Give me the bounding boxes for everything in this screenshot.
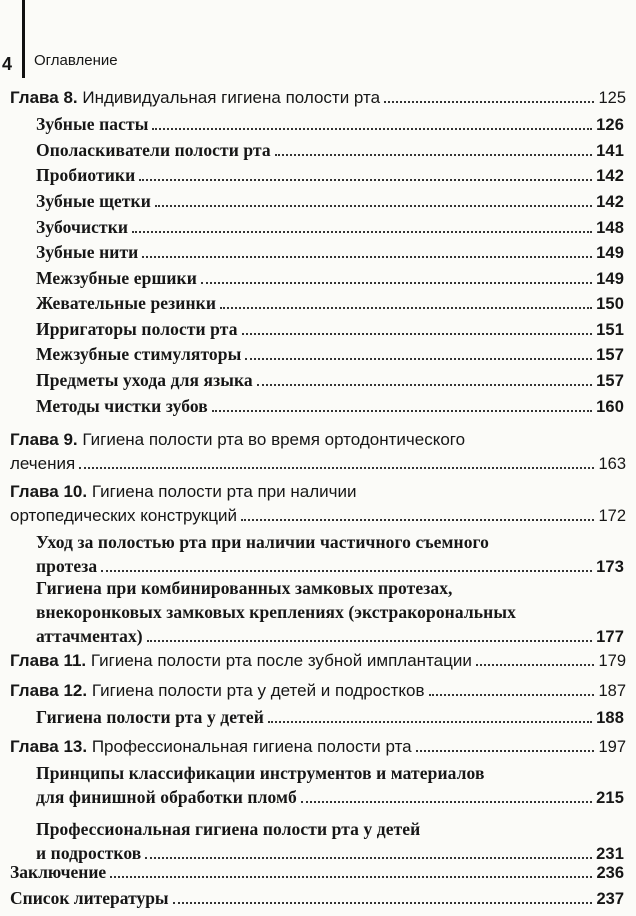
toc-entry[interactable] (36, 761, 624, 810)
toc-entry[interactable] (36, 576, 624, 649)
toc-page-number: 215 (596, 789, 624, 807)
toc-page-number: 142 (596, 167, 624, 185)
toc-entry-title-text: для финишной обработки пломб (36, 787, 297, 807)
toc-entry-title-line: Профессиональная гигиена полости рта у детей (36, 819, 421, 839)
toc-entry-title-line: внекоронковых замковых креплениях (экстракорональных (36, 602, 516, 622)
dot-leader (301, 801, 592, 803)
toc-entry-row (36, 317, 624, 342)
toc-entry[interactable] (36, 189, 624, 214)
toc-entry[interactable] (10, 649, 626, 673)
dot-leader (155, 205, 592, 207)
dot-leader (152, 128, 592, 130)
toc-entry[interactable] (36, 394, 624, 419)
toc-entry-title (36, 112, 148, 136)
toc-page-number: 160 (596, 398, 624, 416)
toc-entry-row (36, 394, 624, 419)
toc-entry-title-line (10, 428, 626, 452)
chapter-label: Глава 9. (10, 430, 78, 449)
toc-page-number: 149 (596, 270, 624, 288)
dot-leader (201, 282, 592, 284)
toc-entry-row (10, 452, 626, 476)
toc-page-number: 148 (596, 219, 624, 237)
dot-leader (429, 694, 595, 696)
toc-entry[interactable] (36, 317, 624, 342)
toc-entry-title-text: Зубочистки (36, 217, 129, 237)
toc-entry-title-text: Зубные щетки (36, 191, 151, 211)
toc-entry-title-text: Список литературы (10, 888, 169, 908)
toc-entry-title (10, 504, 237, 528)
toc-entry-title (36, 291, 216, 315)
toc-entry-row (10, 649, 626, 673)
chapter-label: Глава 12. (10, 681, 88, 700)
toc-entry-title (36, 554, 97, 578)
toc-entry[interactable] (10, 860, 624, 885)
toc-entry-row (10, 860, 624, 885)
toc-entry-title-text: ортопедических конструкций (10, 506, 237, 525)
toc-entry[interactable] (10, 735, 626, 759)
toc-page-number: 179 (598, 652, 626, 670)
toc-entry-row (36, 163, 624, 188)
toc-page-number: 141 (596, 142, 624, 160)
toc-entry-title-text: аттачментах) (36, 626, 143, 646)
dot-leader (242, 333, 593, 335)
toc-entry-title (36, 342, 241, 366)
toc-entry-row (36, 138, 624, 163)
toc-page-number: 231 (596, 845, 624, 863)
toc-entry[interactable] (10, 428, 626, 476)
toc-page-number: 163 (598, 455, 626, 473)
dot-leader (110, 876, 592, 878)
dot-leader (241, 519, 595, 521)
toc-entry-row (10, 886, 624, 911)
toc-entry[interactable] (36, 240, 624, 265)
toc-entry-title (10, 649, 472, 673)
toc-entry-title (10, 860, 106, 884)
chapter-label: Глава 10. (10, 482, 88, 501)
toc-entry-title (10, 886, 169, 910)
dot-leader (220, 307, 592, 309)
toc-entry-row (10, 735, 626, 759)
toc-entry[interactable] (36, 112, 624, 137)
toc-entry[interactable] (10, 886, 624, 911)
toc-page-number: 149 (596, 244, 624, 262)
header-rule (22, 0, 25, 78)
toc-page-number: 187 (598, 682, 626, 700)
dot-leader (384, 101, 594, 103)
toc-page-number: 142 (596, 193, 624, 211)
dot-leader (147, 640, 592, 642)
toc-entry-title-text: Гигиена полости рта после зубной имплантации (90, 651, 472, 670)
dot-leader (245, 358, 592, 360)
toc-entry-title (10, 679, 425, 703)
toc-entry[interactable] (36, 215, 624, 240)
toc-page-number: 173 (596, 558, 624, 576)
chapter-label: Глава 11. (10, 651, 87, 670)
toc-entry-title (36, 138, 271, 162)
toc-entry[interactable] (36, 163, 624, 188)
toc-entry-title-text: Жевательные резинки (36, 293, 217, 313)
toc-entry-title-text: Индивидуальная гигиена полости рта (82, 88, 381, 107)
dot-leader (145, 857, 592, 859)
dot-leader (212, 410, 592, 412)
dot-leader (257, 384, 592, 386)
toc-entry-title-text: Профессиональная гигиена полости рта (91, 737, 412, 756)
toc-page-number: 197 (598, 738, 626, 756)
chapter-label: Глава 13. (10, 737, 88, 756)
toc-page-number: 177 (596, 628, 624, 646)
toc-entry[interactable] (36, 138, 624, 163)
dot-leader (142, 256, 592, 258)
toc-entry-title (36, 266, 197, 290)
toc-entry-title-text: Межзубные стимуляторы (36, 344, 242, 364)
toc-entry[interactable] (10, 480, 626, 528)
toc-entry-row (36, 624, 624, 649)
toc-entry[interactable] (36, 266, 624, 291)
toc-entry-title-text: протеза (36, 556, 98, 576)
toc-entry-title-text: Методы чистки зубов (36, 396, 208, 416)
toc-entry-title (10, 735, 412, 759)
toc-page-number: 188 (596, 709, 624, 727)
toc-entry-title-text: Гигиена полости рта во время ортодонтического (82, 430, 466, 449)
toc-entry[interactable] (36, 291, 624, 316)
toc-entry[interactable] (36, 368, 624, 393)
toc-page-number: 151 (596, 321, 624, 339)
chapter-label: Глава 8. (10, 88, 78, 107)
toc-entry-title-text: лечения (10, 454, 76, 473)
toc-entry-row (36, 266, 624, 291)
toc-page-number: 125 (598, 89, 626, 107)
toc-page-number: 236 (596, 864, 624, 882)
toc-page-number: 157 (596, 346, 624, 364)
toc-entry-title-text: Гигиена полости рта при наличии (91, 482, 357, 501)
toc-entry-title (36, 317, 238, 341)
toc-entry-title-text: Пробиотики (36, 165, 136, 185)
toc-entry-title-line: Принципы классификации инструментов и материалов (36, 763, 485, 783)
toc-entry[interactable] (36, 705, 624, 730)
dot-leader (268, 721, 592, 723)
toc-entry[interactable] (36, 530, 624, 579)
toc-entry-title (36, 705, 264, 729)
dot-leader (79, 467, 594, 469)
toc-entry-title-text: Ирригаторы полости рта (36, 319, 238, 339)
toc-entry[interactable] (36, 817, 624, 866)
toc-entry-title-text: Межзубные ершики (36, 268, 197, 288)
toc-entry-title (36, 215, 128, 239)
toc-entry-title-text: и подростков (36, 843, 142, 863)
toc-entry-title (36, 785, 297, 809)
toc-entry-title-text: Гигиена полости рта у детей и подростков (91, 681, 425, 700)
toc-entry[interactable] (36, 342, 624, 367)
toc-entry-row (36, 112, 624, 137)
dot-leader (476, 664, 595, 666)
toc-entry-title (36, 394, 208, 418)
page-number: 4 (2, 54, 13, 74)
toc-entry-title-line: Гигиена при комбинированных замковых протезах, (36, 578, 453, 598)
toc-entry-title-text: Зубные пасты (36, 114, 149, 134)
running-header-title: Оглавление (34, 52, 118, 69)
toc-entry-row (10, 504, 626, 528)
toc-entry-row (10, 86, 626, 110)
toc-page-number: 150 (596, 295, 624, 313)
toc-page-number: 157 (596, 372, 624, 390)
toc-entry-title (10, 86, 380, 110)
toc-page-number: 172 (598, 507, 626, 525)
toc-entry-title (36, 624, 143, 648)
toc-entry-row (36, 342, 624, 367)
toc-entry-title (36, 163, 135, 187)
toc-entry-title (36, 368, 253, 392)
toc-entry-title-line (10, 480, 626, 504)
toc-entry-row (36, 705, 624, 730)
dot-leader (275, 154, 592, 156)
toc-entry-row (36, 291, 624, 316)
dot-leader (173, 902, 593, 904)
toc-page-number: 126 (596, 116, 624, 134)
dot-leader (139, 179, 592, 181)
toc-entry-title-text: Предметы ухода для языка (36, 370, 253, 390)
toc-entry-title-text: Заключение (10, 862, 107, 882)
toc-entry-title-text: Ополаскиватели полости рта (36, 140, 271, 160)
toc-entry-row (36, 368, 624, 393)
toc-entry-title-text: Гигиена полости рта у детей (36, 707, 264, 727)
toc-entry-row (36, 215, 624, 240)
toc-entry-title (36, 240, 138, 264)
toc-entry-row (36, 240, 624, 265)
dot-leader (132, 231, 592, 233)
toc-entry-title (10, 452, 75, 476)
toc-entry[interactable] (10, 86, 626, 110)
toc-entry-title-line: Уход за полостью рта при наличии частичного съемного (36, 532, 490, 552)
toc-entry[interactable] (10, 679, 626, 703)
toc-entry-row (36, 189, 624, 214)
toc-entry-row (10, 679, 626, 703)
dot-leader (101, 570, 592, 572)
toc-page-number: 237 (596, 890, 624, 908)
toc-entry-title-text: Зубные нити (36, 242, 139, 262)
dot-leader (416, 750, 595, 752)
toc-entry-row (36, 785, 624, 810)
toc-entry-title (36, 189, 151, 213)
